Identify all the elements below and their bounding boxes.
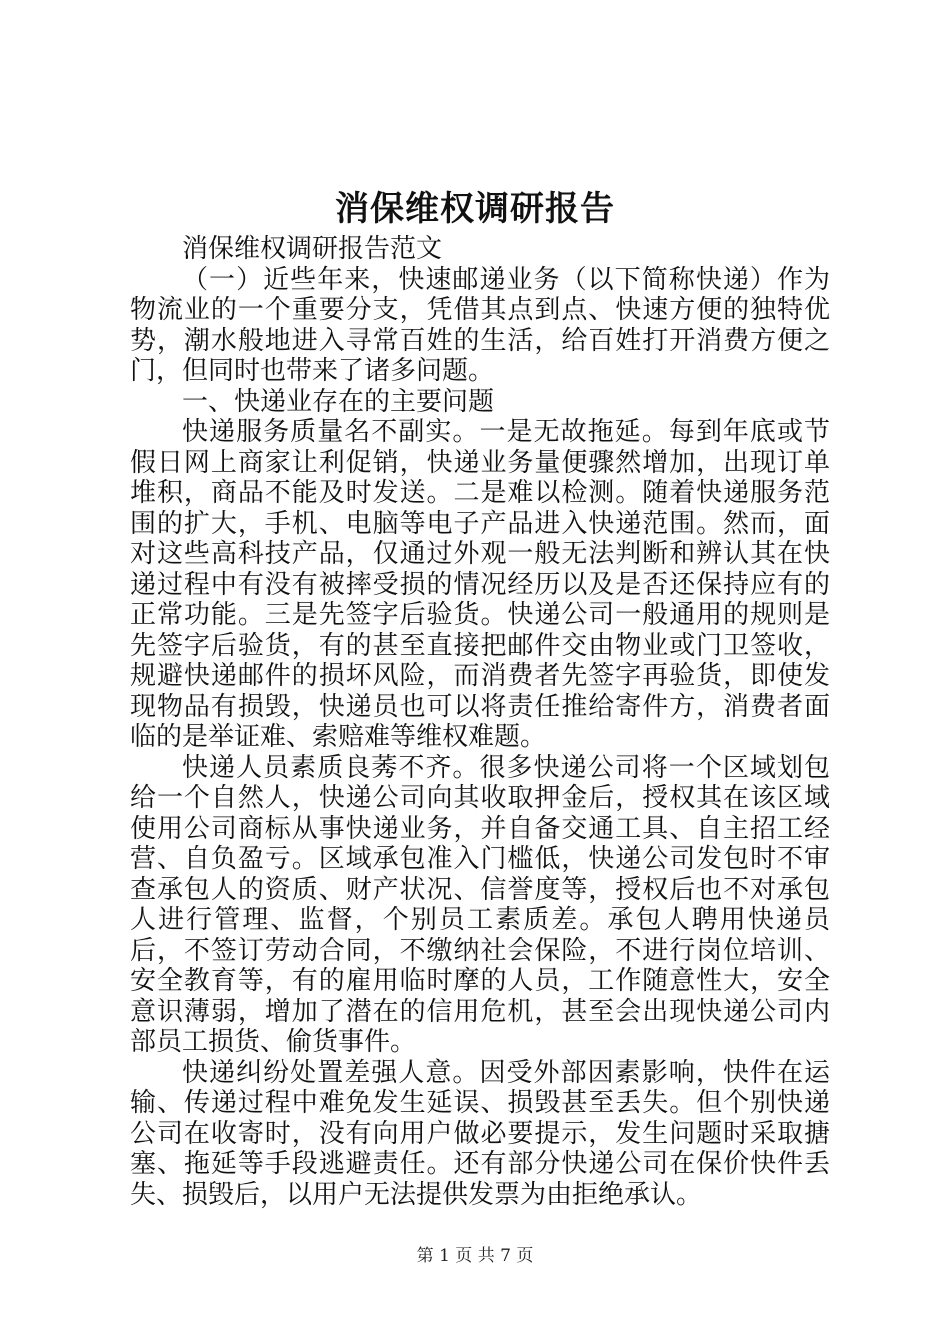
intro-paragraph: （一）近些年来，快速邮递业务（以下简称快递）作为物流业的一个重要分支，凭借其点到点、快速方便的独特优势，潮水般地进入寻常百姓的生活，给百姓打开消费方便之门，但同时也带来了诸多问题。: [130, 264, 830, 386]
body-paragraph: 快递人员素质良莠不齐。很多快递公司将一个区域划包给一个自然人，快递公司向其收取押金后，授权其在该区域使用公司商标从事快递业务，并自备交通工具、自主招工经营、自负盈亏。区域承包准入门槛低，快递公司发包时不审查承包人的资质、财产状况、信誉度等，授权后也不对承包人进行管理、监督，个别员工素质差。承包人聘用快递员后，不签订劳动合同，不缴纳社会保险，不进行岗位培训、安全教育等，有的雇用临时摩的人员，工作随意性大，安全意识薄弱，增加了潜在的信用危机，甚至会出现快递公司内部员工损货、偷货事件。: [130, 752, 830, 1057]
subtitle-paragraph: 消保维权调研报告范文: [182, 234, 443, 264]
body-paragraph: 快递纠纷处置差强人意。因受外部因素影响，快件在运输、传递过程中难免发生延误、损毁甚至丢失。但个别快递公司在收寄时，没有向用户做必要提示，发生问题时采取搪塞、拖延等手段逃避责任。还有部分快递公司在保价快件丢失、损毁后，以用户无法提供发票为由拒绝承认。: [130, 1057, 830, 1210]
body-paragraph: 快递服务质量名不副实。一是无故拖延。每到年底或节假日网上商家让利促销，快递业务量便骤然增加，出现订单堆积，商品不能及时发送。二是难以检测。随着快递服务范围的扩大，手机、电脑等电子产品进入快递范围。然而，面对这些高科技产品，仅通过外观一般无法判断和辨认其在快递过程中有没有被摔受损的情况经历以及是否还保持应有的正常功能。三是先签字后验货。快递公司一般通用的规则是先签字后验货，有的甚至直接把邮件交由物业或门卫签收，规避快递邮件的损坏风险，而消费者先签字再验货，即使发现物品有损毁，快递员也可以将责任推给寄件方，消费者面临的是举证难、索赔难等维权难题。: [130, 417, 830, 752]
document-body: [130, 234, 830, 1210]
section-heading: 一、快递业存在的主要问题: [182, 386, 495, 417]
page-footer: 第 1 页 共 7 页: [416, 1246, 534, 1266]
document-title: 消保维权调研报告: [335, 189, 615, 229]
